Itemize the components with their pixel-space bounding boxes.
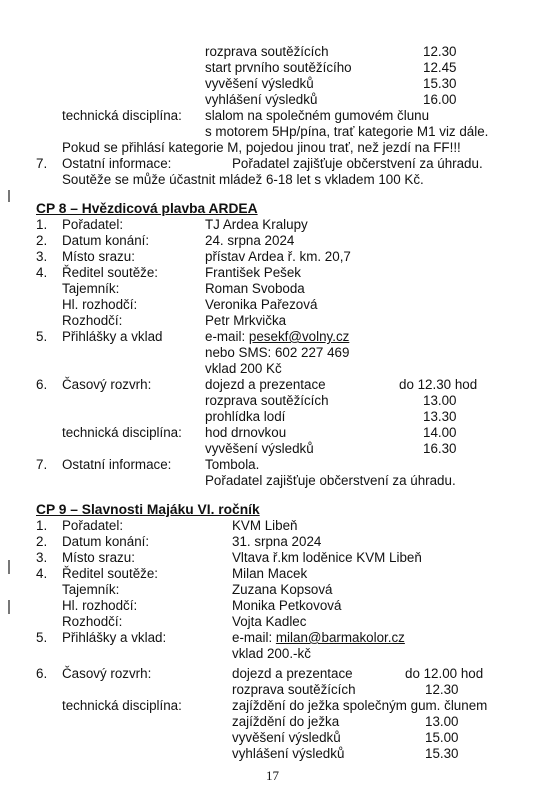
schedule-item: vyvěšení výsledků xyxy=(205,441,314,456)
item-value: Vojta Kadlec xyxy=(232,614,307,629)
item-label: Pořadatel: xyxy=(62,518,124,533)
item-value: Veronika Pařezová xyxy=(205,297,318,312)
item-label: Časový rozvrh: xyxy=(62,666,152,681)
page-number: 17 xyxy=(266,768,279,783)
section-heading-cp8: CP 8 – Hvězdicová plavba ARDEA xyxy=(36,201,258,216)
item-label: Ředitel soutěže: xyxy=(62,566,159,581)
item-number: 4. xyxy=(36,566,48,581)
item-value-line2: Soutěže se může účastnit mládež 6-18 let s vkladem 100 Kč. xyxy=(62,172,424,187)
schedule-time: do 12.00 hod xyxy=(405,666,484,681)
item-label: Místo srazu: xyxy=(62,249,135,264)
item-value: Tombola. xyxy=(205,457,260,472)
item-number: 1. xyxy=(36,518,48,533)
item-label: Ředitel soutěže: xyxy=(62,265,159,280)
email-link[interactable]: milan@barmakolor.cz xyxy=(275,630,405,645)
email-line xyxy=(232,630,405,646)
schedule-time: 14.00 xyxy=(423,425,457,440)
schedule-time: do 12.30 hod xyxy=(399,377,478,392)
item-label: Přihlášky a vklad: xyxy=(62,630,167,645)
item-number: 6. xyxy=(36,377,48,392)
schedule-item: vyhlášení výsledků xyxy=(205,92,318,107)
item-value: KVM Libeň xyxy=(232,518,298,533)
schedule-item: dojezd a prezentace xyxy=(232,666,353,681)
item-label: Tajemník: xyxy=(62,281,120,296)
schedule-time: 12.30 xyxy=(425,682,459,697)
item-number: 2. xyxy=(36,233,48,248)
email-prefix: e-mail: xyxy=(205,329,249,344)
item-value: František Pešek xyxy=(205,265,302,280)
item-label: Rozhodčí: xyxy=(62,313,123,328)
schedule-item: vyhlášení výsledků xyxy=(232,746,345,761)
item-value: vklad 200.-kč xyxy=(232,646,311,661)
schedule-item: start prvního soutěžícího xyxy=(205,60,352,75)
schedule-item: dojezd a prezentace xyxy=(205,377,326,392)
item-value: Monika Petkovová xyxy=(232,598,342,613)
item-number: 3. xyxy=(36,249,48,264)
item-value: Pořadatel zajišťuje občerstvení za úhradu. xyxy=(232,156,483,171)
scan-mark xyxy=(8,600,10,614)
item-value: TJ Ardea Kralupy xyxy=(205,217,308,232)
item-label: Ostatní informace: xyxy=(62,457,172,472)
schedule-item: vyvěšení výsledků xyxy=(205,76,314,91)
item-number: 7. xyxy=(36,457,48,472)
schedule-time: 16.00 xyxy=(423,92,457,107)
item-label: Tajemník: xyxy=(62,582,120,597)
item-number: 5. xyxy=(36,329,48,344)
item-value: Vltava ř.km loděnice KVM Libeň xyxy=(232,550,422,565)
item-label: Datum konání: xyxy=(62,233,150,248)
item-value: 24. srpna 2024 xyxy=(205,233,295,248)
item-label: Hl. rozhodčí: xyxy=(62,598,138,613)
tech-label: technická disciplína: xyxy=(62,108,182,123)
section-heading-cp9: CP 9 – Slavnosti Majáku VI. ročník xyxy=(36,502,260,517)
item-value: přístav Ardea ř. km. 20,7 xyxy=(205,249,351,264)
item-value: Milan Macek xyxy=(232,566,308,581)
item-value: Petr Mrkvička xyxy=(205,313,287,328)
item-value: vklad 200 Kč xyxy=(205,361,282,376)
email-prefix: e-mail: xyxy=(232,630,276,645)
item-label: Hl. rozhodčí: xyxy=(62,297,138,312)
item-label: Rozhodčí: xyxy=(62,614,123,629)
item-label: Přihlášky a vklad xyxy=(62,329,163,344)
tech-value: slalom na společném gumovém člunu xyxy=(205,108,430,123)
tech-value-line2: s motorem 5Hp/pína, trať kategorie M1 viz dále. xyxy=(205,124,489,139)
schedule-time: 15.00 xyxy=(425,730,459,745)
schedule-item: rozprava soutěžících xyxy=(232,682,356,697)
scan-mark xyxy=(8,560,10,574)
item-value: nebo SMS: 602 227 469 xyxy=(205,345,350,360)
schedule-time: 13.30 xyxy=(423,409,457,424)
item-label: Časový rozvrh: xyxy=(62,377,152,392)
item-number: 1. xyxy=(36,217,48,232)
schedule-time: 16.30 xyxy=(423,441,457,456)
schedule-item: hod drnovkou xyxy=(205,425,287,440)
item-number: 5. xyxy=(36,630,48,645)
email-link[interactable]: pesekf@volny.cz xyxy=(248,329,350,344)
schedule-item: zajíždění do ježka společným gum. člunem xyxy=(232,698,488,713)
item-number: 7. xyxy=(36,156,48,171)
item-number: 4. xyxy=(36,265,48,280)
item-label: Ostatní informace: xyxy=(62,156,172,171)
tech-label: technická disciplína: xyxy=(62,698,182,713)
item-value: Zuzana Kopsová xyxy=(232,582,333,597)
item-number: 6. xyxy=(36,666,48,681)
schedule-time: 15.30 xyxy=(423,76,457,91)
schedule-time: 13.00 xyxy=(425,714,459,729)
schedule-item: prohlídka lodí xyxy=(205,409,286,424)
item-label: Místo srazu: xyxy=(62,550,135,565)
email-line xyxy=(205,329,349,345)
schedule-item: rozprava soutěžících xyxy=(205,393,329,408)
schedule-time: 13.00 xyxy=(423,393,457,408)
schedule-item: vyvěšení výsledků xyxy=(232,730,341,745)
schedule-item: rozprava soutěžících xyxy=(205,44,329,59)
schedule-time: 12.30 xyxy=(423,44,457,59)
schedule-time: 15.30 xyxy=(425,746,459,761)
item-number: 3. xyxy=(36,550,48,565)
item-value: Roman Svoboda xyxy=(205,281,305,296)
item-label: Datum konání: xyxy=(62,534,150,549)
item-value: 31. srpna 2024 xyxy=(232,534,322,549)
scan-mark xyxy=(8,190,10,202)
tech-label: technická disciplína: xyxy=(62,425,182,440)
schedule-time: 12.45 xyxy=(423,60,457,75)
item-label: Pořadatel: xyxy=(62,217,124,232)
note-text: Pokud se přihlásí kategorie M, pojedou jinou trať, než jezdí na FF!!! xyxy=(62,140,461,155)
item-number: 2. xyxy=(36,534,48,549)
schedule-item: zajíždění do ježka xyxy=(232,714,340,729)
item-value-line2: Pořadatel zajišťuje občerstvení za úhradu. xyxy=(205,473,456,488)
